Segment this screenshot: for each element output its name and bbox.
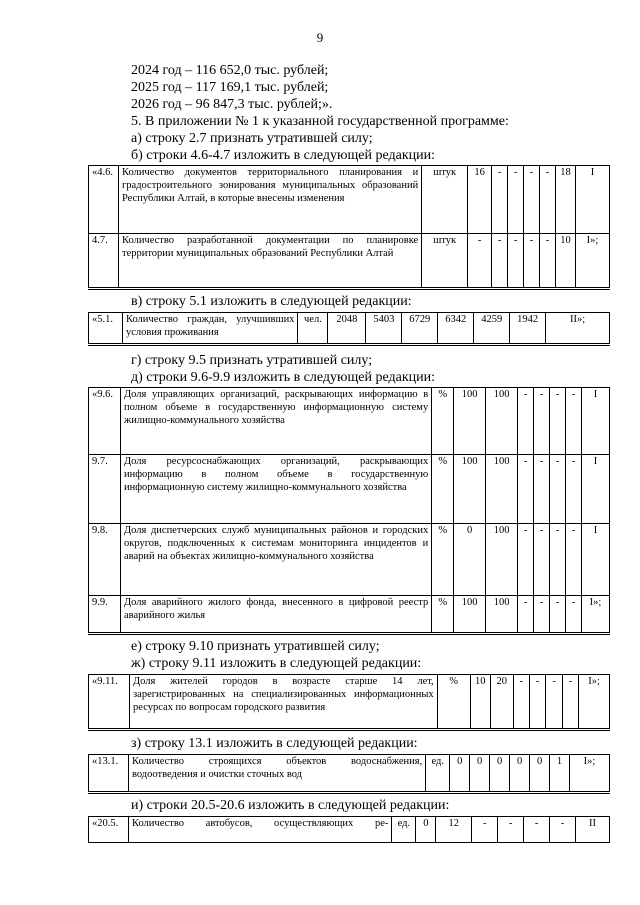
text-item-g: г) строку 9.5 признать утратившей силу; (131, 353, 373, 368)
value-cell: - (518, 455, 534, 524)
row-number: «13.1. (89, 755, 129, 793)
text-item-b: б) строки 4.6-4.7 изложить в следующей редакции: (131, 148, 436, 163)
text-line-2025: 2025 год – 117 169,1 тыс. рублей; (131, 80, 329, 95)
value-cell: I»; (570, 755, 610, 793)
table-row-9-11 (88, 674, 610, 731)
value-cell: - (565, 455, 581, 524)
value-cell: - (492, 166, 508, 234)
table-row-5-1-data (89, 313, 610, 345)
row-number: 9.8. (89, 524, 121, 596)
table-row-9-7 (89, 455, 610, 524)
value-cell: - (550, 455, 566, 524)
text-item-zh: ж) строку 9.11 изложить в следующей редакции: (131, 656, 422, 671)
value-cell: 0 (510, 755, 530, 793)
table-row-9-9 (89, 596, 610, 634)
value-cell: - (518, 524, 534, 596)
value-cell: 100 (454, 388, 486, 455)
value-cell: I»; (575, 234, 609, 289)
value-cell: 100 (486, 596, 518, 634)
value-cell: 100 (486, 388, 518, 455)
table-row-20-5-data (89, 817, 610, 843)
value-cell: 10 (556, 234, 576, 289)
value-cell: 1 (550, 755, 570, 793)
value-cell: 0 (530, 755, 550, 793)
value-cell: - (524, 166, 540, 234)
value-cell: - (546, 675, 562, 730)
value-cell: I (581, 455, 609, 524)
table-row-9-8 (89, 524, 610, 596)
indicator-name: Доля жителей городов в возрасте старше 14 лет, зарегистрированных на специализированных информационных ресурсах по вопросам городского развития (130, 675, 438, 730)
text-item-i: и) строки 20.5-20.6 изложить в следующей редакции: (131, 798, 450, 813)
table-row-9-11-data (89, 675, 610, 730)
table-row-9-6 (89, 388, 610, 455)
value-cell: 0 (470, 755, 490, 793)
value-cell: 100 (454, 455, 486, 524)
text-item-e: е) строку 9.10 признать утратившей силу; (131, 639, 380, 654)
value-cell: - (524, 234, 540, 289)
indicator-name: Доля аварийного жилого фонда, внесенного в цифровой реестр аварийного жилья (120, 596, 431, 634)
value-cell: 0 (490, 755, 510, 793)
indicator-name: Количество строящихся объектов водоснабжения, водоотведения и очистки сточных вод (128, 755, 425, 793)
value-cell: - (565, 524, 581, 596)
value-cell: 6729 (402, 313, 438, 345)
unit: % (432, 524, 454, 596)
unit: % (437, 675, 470, 730)
value-cell: 100 (486, 455, 518, 524)
value-cell: 0 (454, 524, 486, 596)
text-item-z: з) строку 13.1 изложить в следующей редакции: (131, 736, 418, 751)
value-cell: 6342 (438, 313, 474, 345)
value-cell: - (529, 675, 545, 730)
value-cell: - (540, 234, 556, 289)
value-cell: - (534, 596, 550, 634)
unit: штук (422, 234, 468, 289)
value-cell: - (550, 817, 576, 843)
indicator-name: Количество автобусов, осуществляющих ре- (128, 817, 391, 843)
row-number: «20.5. (89, 817, 129, 843)
text-line-2026: 2026 год – 96 847,3 тыс. рублей;». (131, 97, 333, 112)
unit: % (432, 455, 454, 524)
value-cell: 5403 (366, 313, 402, 345)
indicator-name: Доля ресурсоснабжающих организаций, раскрывающих информацию в полном объеме в государственную информационную систему жилищно-коммунального хозяйства (120, 455, 431, 524)
row-number: 4.7. (89, 234, 119, 289)
value-cell: I (581, 388, 609, 455)
row-number: «9.11. (89, 675, 130, 730)
unit: % (432, 388, 454, 455)
value-cell: - (524, 817, 550, 843)
value-cell: - (472, 817, 498, 843)
unit: чел. (298, 313, 328, 345)
value-cell: - (565, 596, 581, 634)
value-cell: 100 (454, 596, 486, 634)
table-rows-9-6-9-9 (88, 387, 610, 635)
value-cell: - (534, 388, 550, 455)
value-cell: - (550, 596, 566, 634)
value-cell: 2048 (328, 313, 366, 345)
value-cell: 10 (470, 675, 491, 730)
indicator-name: Количество граждан, улучшивших условия проживания (122, 313, 297, 345)
text-paragraph-5: 5. В приложении № 1 к указанной государственной программе: (131, 114, 509, 129)
unit: ед. (426, 755, 450, 793)
value-cell: - (534, 524, 550, 596)
table-row-13-1 (88, 754, 610, 794)
value-cell: 16 (468, 166, 492, 234)
row-number: «5.1. (89, 313, 123, 345)
value-cell: I (581, 524, 609, 596)
value-cell: - (518, 388, 534, 455)
value-cell: I (575, 166, 609, 234)
value-cell: - (498, 817, 524, 843)
value-cell: 100 (486, 524, 518, 596)
value-cell: - (468, 234, 492, 289)
page-number: 9 (316, 30, 324, 45)
indicator-name: Доля диспетчерских служб муниципальных районов и городских округов, подключенных к системам мониторинга инцидентов и аварий на объектах жилищно-коммунального хозяйства (120, 524, 431, 596)
value-cell: - (565, 388, 581, 455)
value-cell: - (518, 596, 534, 634)
text-item-d: д) строки 9.6-9.9 изложить в следующей редакции: (131, 370, 436, 385)
indicator-name: Количество разработанной документации по планировке территории муниципальных образований Республики Алтай (118, 234, 421, 289)
row-number: «4.6. (89, 166, 119, 234)
value-cell: - (550, 388, 566, 455)
value-cell: I»; (579, 675, 610, 730)
value-cell: - (508, 234, 524, 289)
row-number: «9.6. (89, 388, 121, 455)
value-cell: 12 (436, 817, 472, 843)
table-row-13-1-data (89, 755, 610, 793)
value-cell: - (492, 234, 508, 289)
value-cell: 0 (450, 755, 470, 793)
table-row-4-6 (89, 166, 610, 234)
value-cell: - (508, 166, 524, 234)
table-row-20-5 (88, 816, 610, 843)
table-row-5-1 (88, 312, 610, 346)
value-cell: 18 (556, 166, 576, 234)
text-item-v: в) строку 5.1 изложить в следующей редакции: (131, 294, 412, 309)
value-cell: - (562, 675, 578, 730)
table-row-4-7 (89, 234, 610, 289)
row-number: 9.9. (89, 596, 121, 634)
unit: штук (422, 166, 468, 234)
unit: % (432, 596, 454, 634)
unit: ед. (392, 817, 416, 843)
indicator-name: Доля управляющих организаций, раскрывающих информацию в полном объеме в государственную информационную систему жилищно-коммунального хозяйства (120, 388, 431, 455)
value-cell: - (534, 455, 550, 524)
value-cell: II»; (546, 313, 610, 345)
value-cell: 1942 (510, 313, 546, 345)
value-cell: - (550, 524, 566, 596)
row-number: 9.7. (89, 455, 121, 524)
value-cell: II (576, 817, 610, 843)
indicator-name: Количество документов территориального планирования и градостроительного зонирования муниципальных образований Республики Алтай, в которые внесены изменения (118, 166, 421, 234)
value-cell: 0 (416, 817, 436, 843)
value-cell: 20 (491, 675, 514, 730)
value-cell: - (513, 675, 529, 730)
value-cell: 4259 (474, 313, 510, 345)
value-cell: - (540, 166, 556, 234)
value-cell: I»; (581, 596, 609, 634)
table-rows-4-6-4-7 (88, 165, 610, 290)
text-item-a: а) строку 2.7 признать утратившей силу; (131, 131, 373, 146)
text-line-2024: 2024 год – 116 652,0 тыс. рублей; (131, 63, 329, 78)
